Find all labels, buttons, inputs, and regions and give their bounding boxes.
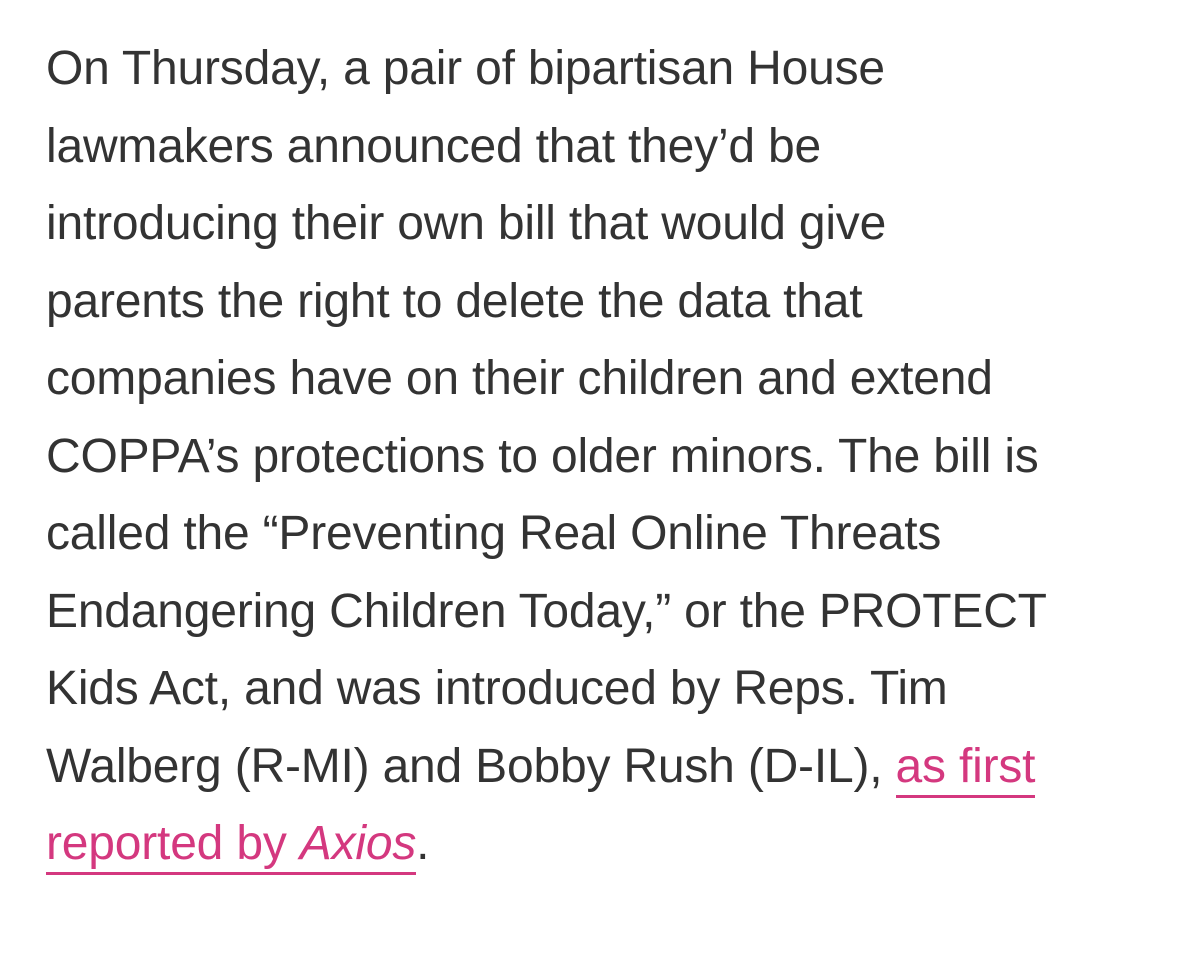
- paragraph-line: lawmakers announced that they’d be: [46, 119, 822, 173]
- paragraph-line: [46, 728, 1166, 806]
- axios-source-link-part2[interactable]: [46, 817, 416, 875]
- paragraph-line: called the “Preventing Real Online Threats: [46, 507, 942, 560]
- paragraph-line: [46, 805, 1166, 883]
- trailing-punctuation: .: [416, 817, 430, 870]
- paragraph-line: Endangering Children Today,” or the PROTECT: [46, 584, 1047, 638]
- paragraph-line: parents the right to delete the data that: [46, 274, 863, 328]
- paragraph-line: companies have on their children and extend: [46, 352, 993, 405]
- paragraph-line: Kids Act, and was introduced by Reps. Tim: [46, 662, 948, 715]
- link-source-name: Axios: [299, 817, 417, 870]
- paragraph-line: COPPA’s protections to older minors. The bill is: [46, 429, 1039, 483]
- article-paragraph: [46, 30, 1166, 883]
- axios-source-link-part1[interactable]: as first: [896, 740, 1036, 798]
- paragraph-line: introducing their own bill that would give: [46, 197, 887, 250]
- link-text: reported by: [46, 817, 300, 870]
- paragraph-line: On Thursday, a pair of bipartisan House: [46, 42, 885, 95]
- paragraph-line-text: Walberg (R-MI) and Bobby Rush (D-IL),: [46, 739, 896, 793]
